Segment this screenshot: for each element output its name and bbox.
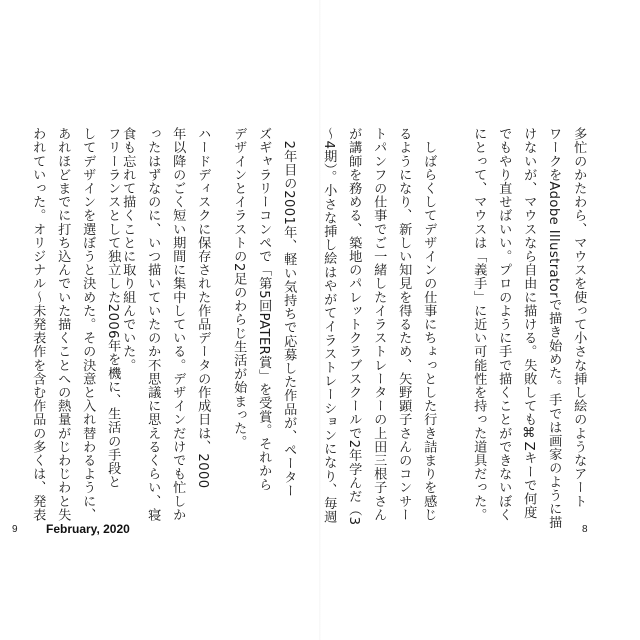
text-line: ったはずなのに、いつ描いていたのか不思議に思えるくらい、寝	[145, 127, 161, 522]
text-line: ～4期）。小さな挿し絵はやがてイラストレーションになり、毎週	[321, 127, 337, 524]
text-line: しばらくしてデザインの仕事にちょっとした行き詰まりを感じ	[421, 127, 437, 522]
text-line: が講師を務める、築地のパレットクラブスクールで2年学んだ（3	[346, 127, 362, 526]
page-number: 9	[12, 524, 18, 535]
text-line: 年以降のごく短い期間に集中している。デザインだけでも忙しか	[170, 127, 186, 522]
text-line: でもやり直せばいい。プロのように手で描くことができないぼく	[496, 127, 512, 522]
text-line: 食も忘れて描くことに取り組んでいた。	[120, 127, 136, 372]
text-line: われていった。オリジナル～未発表作を含む作品の多くは、発表	[30, 127, 46, 522]
text-line: けないが、マウスなら自由に描ける。失敗しても⌘Zキーで何度	[521, 127, 537, 520]
text-line: るようになり、新しい知見を得るため、矢野顕子さんのコンサー	[396, 127, 412, 522]
text-line: フリーランスとして独立した2006年を機に、生活の手段と	[105, 127, 121, 489]
text-line: ハードディスクに保存された作品データの作成日は、2000	[195, 127, 211, 489]
text-line: にとって、マウスは「義手」に近い可能性を持った道具だった。	[471, 127, 487, 522]
page-number: 8	[582, 524, 588, 535]
text-line: ズギャラリーコンペで「第5回PATER賞」を受賞。それから	[256, 127, 272, 492]
text-line: 2年目の2001年、軽い気持ちで応募した作品が、ペーター	[281, 127, 297, 498]
text-line: ワークをAdobe Illustratorで描き始めた。手では画家のように描	[546, 127, 562, 530]
text-line: 多忙のかたわら、マウスを使って小さな挿し絵のようなアート	[571, 127, 587, 508]
text-line: してデザインを選ぼうと決めた。その決意と入れ替わるように、	[80, 127, 96, 522]
text-line: トパンフの仕事でご一緒したイラストレーターの上田三根子さん	[371, 127, 387, 522]
text-line: あれほどまでに打ち込んでいた描くことへの熱量がじわじわと失	[55, 127, 71, 522]
text-line: デザインとイラストの2足のわらじ生活が始まった。	[231, 127, 247, 449]
running-head: February, 2020	[46, 522, 130, 536]
